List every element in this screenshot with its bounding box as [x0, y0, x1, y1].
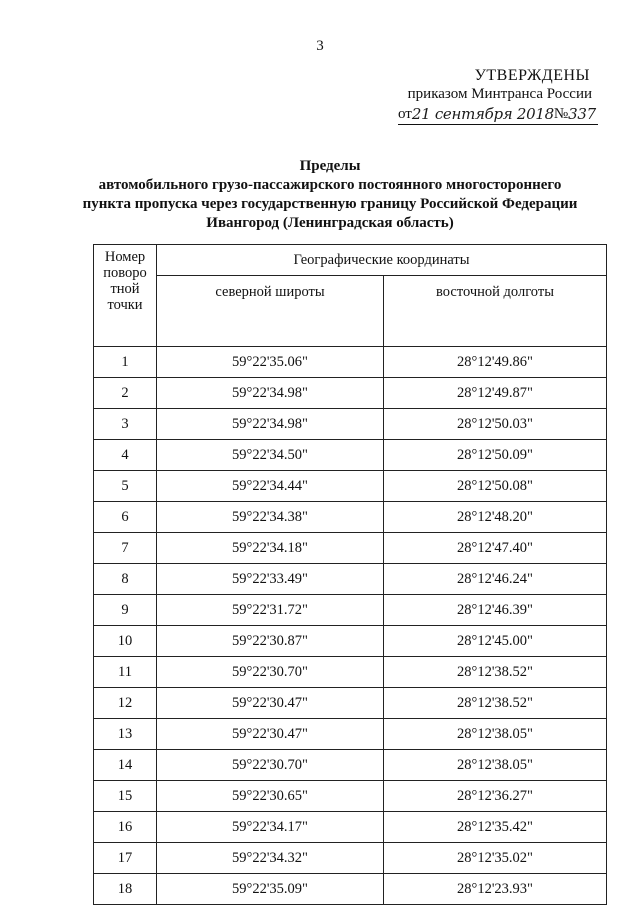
longitude-cell: 28°12'48.20" [384, 502, 607, 533]
point-number-cell: 18 [94, 874, 157, 905]
latitude-cell: 59°22'31.72" [157, 595, 384, 626]
table-row [94, 843, 607, 874]
point-number-cell: 17 [94, 843, 157, 874]
table-row [94, 719, 607, 750]
longitude-cell: 28°12'38.05" [384, 719, 607, 750]
point-number-cell: 12 [94, 688, 157, 719]
header-latitude: северной широты [157, 276, 384, 347]
table-row [94, 471, 607, 502]
table-row [94, 874, 607, 905]
header-number-line: Номер [104, 249, 146, 265]
longitude-cell: 28°12'36.27" [384, 781, 607, 812]
header-number-line: тной [110, 281, 140, 297]
approval-order: приказом Минтранса России [407, 86, 592, 102]
latitude-cell: 59°22'30.70" [157, 657, 384, 688]
latitude-cell: 59°22'34.98" [157, 378, 384, 409]
point-number-cell: 14 [94, 750, 157, 781]
table-row [94, 564, 607, 595]
approval-date-line [398, 105, 598, 125]
approval-title: УТВЕРЖДЕНЫ [474, 67, 590, 84]
point-number-cell: 15 [94, 781, 157, 812]
latitude-cell: 59°22'34.32" [157, 843, 384, 874]
latitude-cell: 59°22'35.09" [157, 874, 384, 905]
point-number-cell: 8 [94, 564, 157, 595]
table-row [94, 812, 607, 843]
point-number-cell: 3 [94, 409, 157, 440]
latitude-cell: 59°22'34.50" [157, 440, 384, 471]
header-geo-coordinates: Географические координаты [157, 245, 607, 276]
approval-number-sign: № [553, 106, 569, 122]
title-line-3: пункта пропуска через государственную границу Российской Федерации [82, 196, 578, 212]
latitude-cell: 59°22'34.38" [157, 502, 384, 533]
latitude-cell: 59°22'35.06" [157, 347, 384, 378]
point-number-cell: 10 [94, 626, 157, 657]
approval-number-handwritten: 337 [568, 105, 596, 123]
latitude-cell: 59°22'30.87" [157, 626, 384, 657]
table-row [94, 347, 607, 378]
latitude-cell: 59°22'30.47" [157, 688, 384, 719]
point-number-cell: 2 [94, 378, 157, 409]
longitude-cell: 28°12'38.05" [384, 750, 607, 781]
latitude-cell: 59°22'34.17" [157, 812, 384, 843]
table-row [94, 657, 607, 688]
latitude-cell: 59°22'34.44" [157, 471, 384, 502]
approval-block [398, 66, 598, 125]
latitude-cell: 59°22'30.47" [157, 719, 384, 750]
point-number-cell: 5 [94, 471, 157, 502]
page-number: 3 [316, 38, 324, 54]
header-number-line: поворо [103, 265, 147, 281]
title-line-4: Ивангород (Ленинградская область) [206, 215, 454, 231]
table-row [94, 502, 607, 533]
point-number-cell: 7 [94, 533, 157, 564]
coordinates-table [93, 244, 607, 905]
longitude-cell: 28°12'50.09" [384, 440, 607, 471]
point-number-cell: 16 [94, 812, 157, 843]
latitude-cell: 59°22'34.98" [157, 409, 384, 440]
longitude-cell: 28°12'45.00" [384, 626, 607, 657]
longitude-cell: 28°12'46.39" [384, 595, 607, 626]
longitude-cell: 28°12'23.93" [384, 874, 607, 905]
title-line-2: автомобильного грузо-пассажирского постоянного многостороннего [98, 177, 562, 193]
latitude-cell: 59°22'30.70" [157, 750, 384, 781]
longitude-cell: 28°12'50.03" [384, 409, 607, 440]
document-title [60, 157, 600, 233]
table-row [94, 781, 607, 812]
table-row [94, 626, 607, 657]
title-line-1: Пределы [299, 158, 361, 174]
longitude-cell: 28°12'46.24" [384, 564, 607, 595]
point-number-cell: 1 [94, 347, 157, 378]
table-row [94, 533, 607, 564]
table-row [94, 440, 607, 471]
longitude-cell: 28°12'35.42" [384, 812, 607, 843]
approval-from: от [398, 106, 412, 122]
approval-date-handwritten: 21 сентября 2018 [411, 105, 554, 123]
longitude-cell: 28°12'47.40" [384, 533, 607, 564]
longitude-cell: 28°12'38.52" [384, 688, 607, 719]
table-row [94, 750, 607, 781]
point-number-cell: 9 [94, 595, 157, 626]
point-number-cell: 6 [94, 502, 157, 533]
latitude-cell: 59°22'33.49" [157, 564, 384, 595]
longitude-cell: 28°12'50.08" [384, 471, 607, 502]
latitude-cell: 59°22'30.65" [157, 781, 384, 812]
table-row [94, 688, 607, 719]
latitude-cell: 59°22'34.18" [157, 533, 384, 564]
header-number-line: точки [107, 297, 143, 313]
longitude-cell: 28°12'38.52" [384, 657, 607, 688]
header-point-number [94, 245, 157, 347]
table-row [94, 595, 607, 626]
point-number-cell: 4 [94, 440, 157, 471]
header-longitude: восточной долготы [384, 276, 607, 347]
longitude-cell: 28°12'35.02" [384, 843, 607, 874]
table-row [94, 378, 607, 409]
table-row [94, 409, 607, 440]
longitude-cell: 28°12'49.87" [384, 378, 607, 409]
longitude-cell: 28°12'49.86" [384, 347, 607, 378]
point-number-cell: 13 [94, 719, 157, 750]
point-number-cell: 11 [94, 657, 157, 688]
